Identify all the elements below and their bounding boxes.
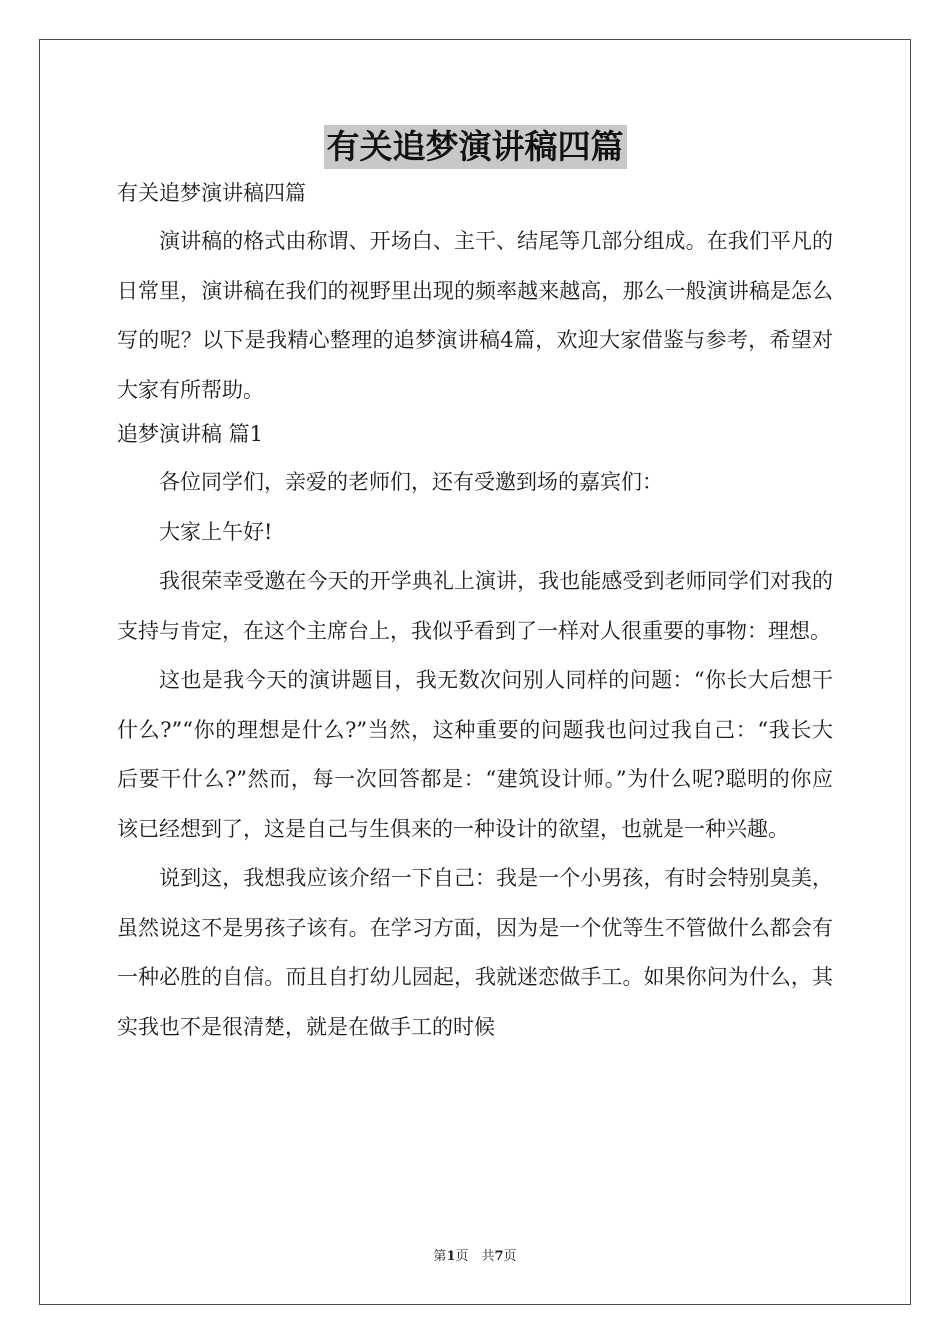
document-body: [117, 178, 833, 1052]
footer-mid: 页 共: [455, 1249, 495, 1264]
page-footer: [0, 1245, 950, 1264]
section-heading: 追梦演讲稿 篇1: [117, 422, 264, 446]
footer-current-page: 1: [446, 1249, 456, 1264]
body-paragraph-1: 我很荣幸受邀在今天的开学典礼上演讲，我也能感受到老师同学们对我的支持与肯定，在这个主席台上，我似乎看到了一样对人很重要的事物：理想。: [117, 569, 833, 643]
title-container: [0, 125, 950, 169]
document-title: 有关追梦演讲稿四篇: [324, 125, 627, 169]
body-paragraph-hello: 大家上午好!: [159, 519, 273, 544]
body-paragraph-greeting: 各位同学们，亲爱的老师们，还有受邀到场的嘉宾们：: [159, 470, 663, 494]
body-paragraph-2: 这也是我今天的演讲题目，我无数次问别人同样的问题：“你长大后想干什么?”“你的理想是什么?”当然，这种重要的问题我也问过我自己：“我长大后要干什么?”然而，每一次回答都是：“建筑设计师。”为什么呢?聪明的你应该已经想到了，这是自己与生俱来的一种设计的欲望，也就是一种兴趣。: [117, 668, 833, 841]
body-paragraph-3: 说到这，我想我应该介绍一下自己：我是一个小男孩，有时会特别臭美，虽然说这不是男孩子该有。在学习方面，因为是一个优等生不管做什么都会有一种必胜的自信。而且自打幼儿园起，我就迷恋做手工。如果你问为什么，其实我也不是很清楚，就是在做手工的时候: [117, 866, 833, 1039]
footer-total-pages: 7: [494, 1249, 504, 1264]
intro-paragraph: 演讲稿的格式由称谓、开场白、主干、结尾等几部分组成。在我们平凡的日常里，演讲稿在我们的视野里出现的频率越来越高，那么一般演讲稿是怎么写的呢？以下是我精心整理的追梦演讲稿4篇，欢迎大家借鉴与参考，希望对大家有所帮助。: [117, 229, 833, 402]
footer-prefix: 第: [433, 1249, 447, 1264]
footer-suffix: 页: [503, 1249, 517, 1264]
document-subtitle: 有关追梦演讲稿四篇: [117, 181, 306, 205]
